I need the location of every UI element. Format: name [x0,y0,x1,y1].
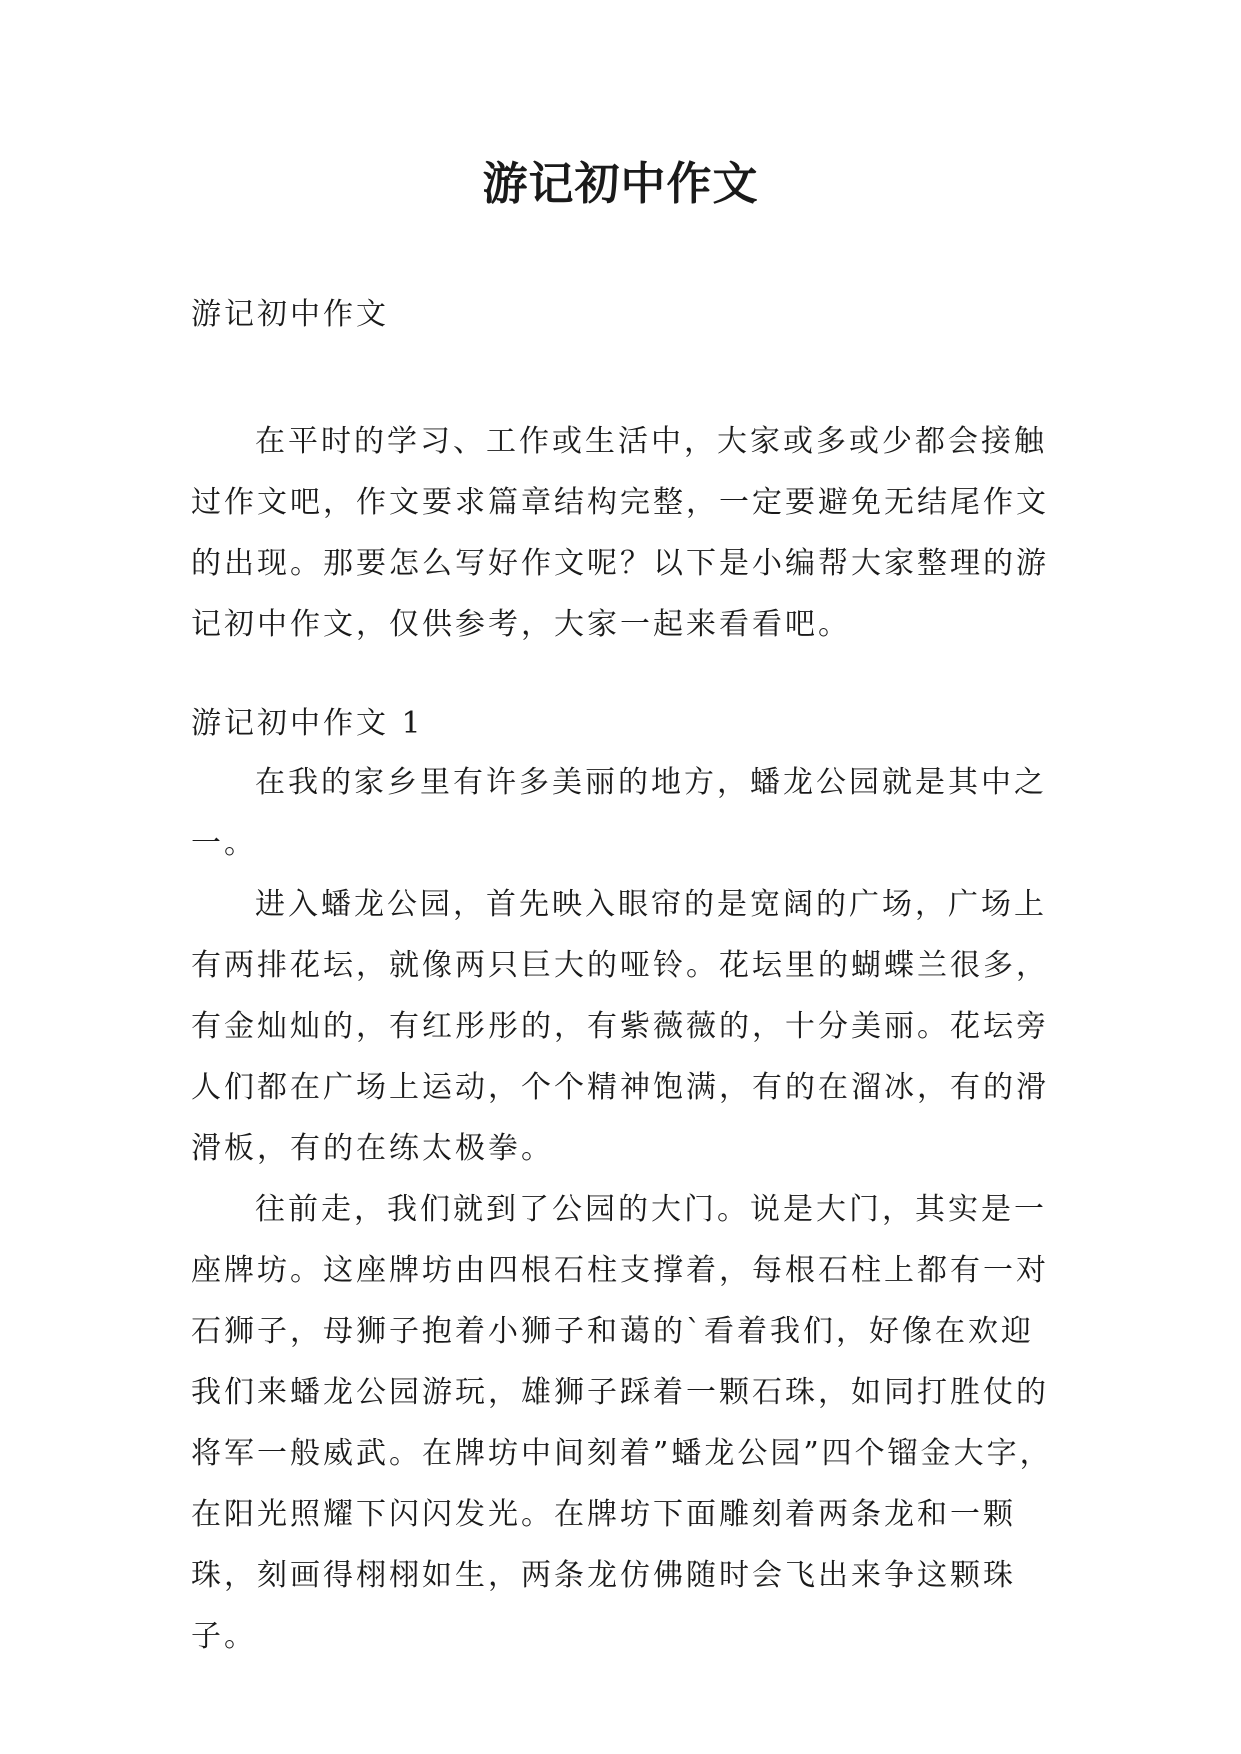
body-paragraph: 往前走，我们就到了公园的大门。说是大门，其实是一座牌坊。这座牌坊由四根石柱支撑着，每根石柱上都有一对石狮子，母狮子抱着小狮子和蔼的`看着我们，好像在欢迎我们来蟠龙公园游玩，雄狮子踩着一颗石珠，如同打胜仗的将军一般威武。在牌坊中间刻着”蟠龙公园”四个镏金大字，在阳光照耀下闪闪发光。在牌坊下面雕刻着两条龙和一颗珠，刻画得栩栩如生，两条龙仿佛随时会飞出来争这颗珠子。 [191,1192,1053,1654]
body-paragraph: 在我的家乡里有许多美丽的地方，蟠龙公园就是其中之一。 [191,765,1047,861]
intro-paragraph: 在平时的学习、工作或生活中，大家或多或少都会接触过作文吧，作文要求篇章结构完整，一定要避免无结尾作文的出现。那要怎么写好作文呢？以下是小编帮大家整理的游记初中作文，仅供参考，大家一起来看看吧。 [191,424,1049,642]
section-heading: 游记初中作文 1 [191,706,424,741]
document-subtitle: 游记初中作文 [191,297,389,332]
body-paragraph: 进入蟠龙公园，首先映入眼帘的是宽阔的广场，广场上有两排花坛，就像两只巨大的哑铃。花坛里的蝴蝶兰很多，有金灿灿的，有红彤彤的，有紫薇薇的，十分美丽。花坛旁人们都在广场上运动，个个精神饱满，有的在溜冰，有的滑滑板，有的在练太极拳。 [191,887,1049,1166]
intro-section [191,411,1053,655]
document-title: 游记初中作文 [482,157,759,210]
essay-body [191,752,1053,1667]
